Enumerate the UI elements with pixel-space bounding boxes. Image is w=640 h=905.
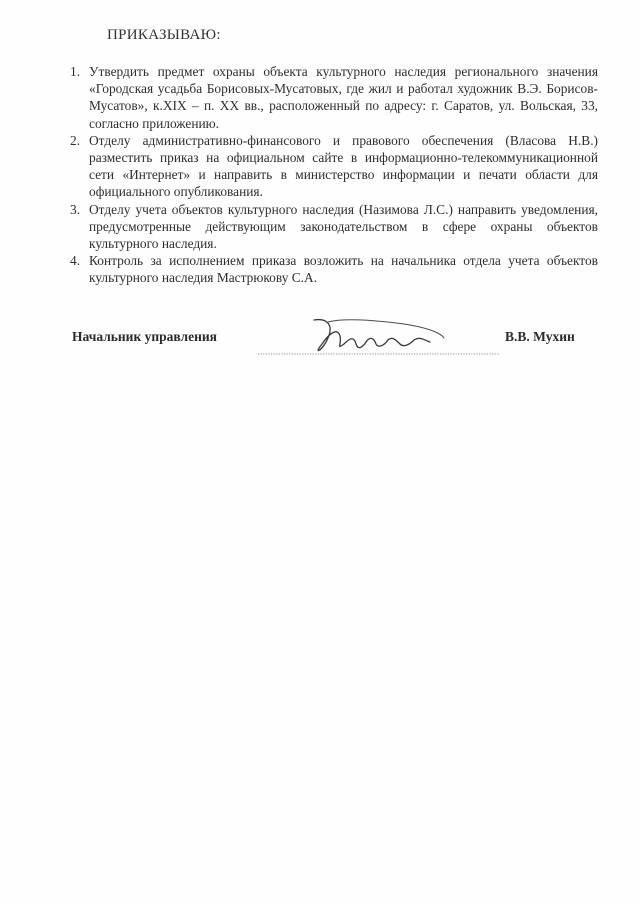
- signatory-position: Начальник управления: [72, 329, 217, 344]
- order-item-text: Контроль за исполнением приказа возложить на начальника отдела учета объектов культурного наследия Мастрюкову С.А.: [89, 253, 598, 286]
- order-list: [70, 63, 598, 287]
- order-item-1: [70, 63, 598, 132]
- signature-block: [72, 314, 602, 360]
- handwritten-signature: [254, 314, 504, 360]
- order-item-number: 4.: [70, 253, 81, 269]
- order-item-2: [70, 132, 598, 201]
- order-item-number: 3.: [70, 201, 81, 217]
- order-item-4: [70, 252, 598, 286]
- order-item-text: Отделу административно-финансового и правового обеспечения (Власова Н.В.) разместить приказ на официальном сайте в информационно-телекоммуникационной сети «Интернет» и направить в министерство информации и печати области для официального опубликования.: [89, 132, 598, 200]
- order-item-text: Утвердить предмет охраны объекта культурного наследия регионального значения «Городская усадьба Борисовых-Мусатовых, где жил и работал художник В.Э. Борисов-Мусатов», к.XIX – п. XX вв., расположенный по адресу: г. Саратов, ул. Вольская, 33, согласно приложению.: [89, 64, 598, 131]
- signatory-name: В.В. Мухин: [505, 329, 575, 344]
- order-item-text: Отделу учета объектов культурного наследия (Назимова Л.С.) направить уведомления, предусмотренные действующим законодательством в сфере охраны объектов культурного наследия.: [89, 201, 598, 252]
- order-item-3: [70, 201, 598, 253]
- order-item-number: 2.: [70, 132, 81, 148]
- order-heading: ПРИКАЗЫВАЮ:: [107, 27, 221, 43]
- order-item-number: 1.: [70, 64, 81, 79]
